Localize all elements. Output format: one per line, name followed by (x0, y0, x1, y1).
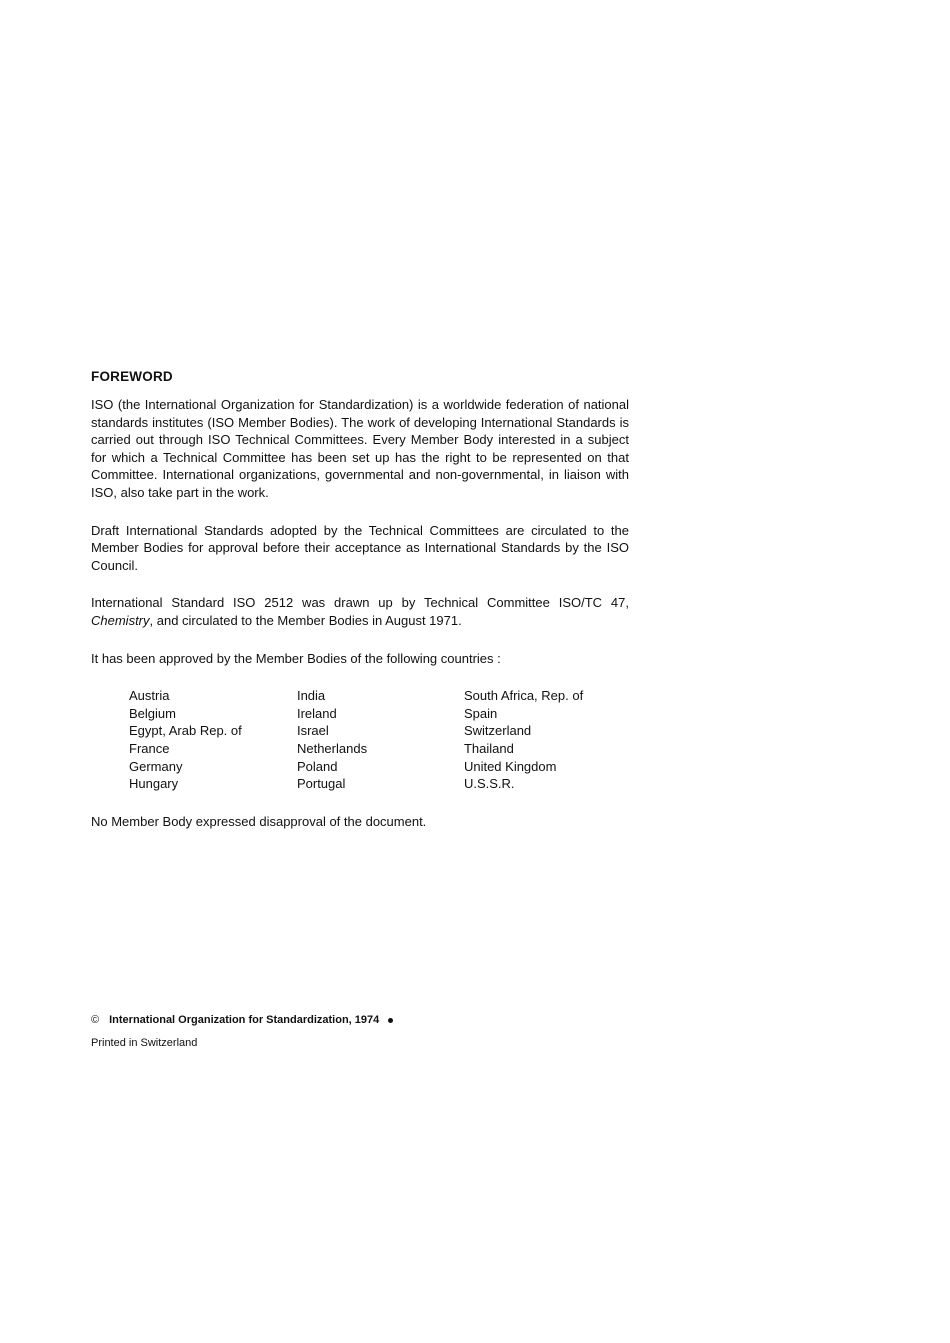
country-item: Switzerland (463, 723, 532, 739)
copyright-line (91, 1013, 393, 1027)
paragraph-iso-2512-suffix: , and circulated to the Member Bodies in August 1971. (149, 612, 462, 628)
country-item: Spain (463, 705, 498, 721)
country-item: Ireland (296, 705, 337, 721)
bullet-icon (388, 1018, 393, 1023)
country-item: Poland (296, 758, 338, 774)
country-item: Egypt, Arab Rep. of (129, 723, 242, 739)
country-item: Hungary (129, 776, 179, 792)
country-item: Thailand (463, 740, 514, 756)
country-column-3 (464, 687, 629, 793)
paragraph-draft-standards: Draft International Standards adopted by the Technical Committees are circulated to the Member Bodies for approval before their acceptance as International Standards by the ISO Council. (91, 522, 629, 573)
copyright-icon: © (91, 1014, 100, 1026)
paragraph-no-disapproval: No Member Body expressed disapproval of the document. (91, 813, 427, 829)
country-item: Austria (129, 688, 170, 704)
country-item: South Africa, Rep. of (463, 688, 584, 704)
foreword-section (91, 369, 629, 850)
paragraph-iso-2512-prefix: International Standard ISO 2512 was drawn up by Technical Committee ISO/TC 47, (91, 595, 629, 611)
country-list (129, 687, 629, 793)
paragraph-iso-2512 (91, 594, 629, 629)
country-item: Israel (296, 723, 329, 739)
country-item: Belgium (129, 705, 176, 721)
printed-location: Printed in Switzerland (91, 1037, 198, 1049)
foreword-title: FOREWORD (91, 369, 173, 384)
committee-name: Chemistry (91, 612, 150, 628)
country-item: U.S.S.R. (463, 776, 515, 792)
country-item: Germany (129, 758, 183, 774)
paragraph-iso-intro: ISO (the International Organization for Standardization) is a worldwide federation of national standards institutes (ISO Member Bodies). The work of developing International Standards is carried out through ISO Technical Committees. Every Member Body interested in a subject for which a Technical Committee has been set up has the right to be represented on that Committee. International organizations, governmental and non-governmental, in liaison with ISO, also take part in the work. (91, 397, 629, 500)
paragraph-approval: It has been approved by the Member Bodies of the following countries : (91, 650, 501, 666)
country-column-1 (129, 687, 297, 793)
country-column-2 (297, 687, 464, 793)
country-item: India (296, 688, 326, 704)
copyright-text: International Organization for Standardization, 1974 (109, 1014, 380, 1026)
country-item: United Kingdom (463, 758, 557, 774)
country-item: Netherlands (296, 740, 368, 756)
country-item: France (129, 740, 170, 756)
country-item: Portugal (296, 776, 346, 792)
